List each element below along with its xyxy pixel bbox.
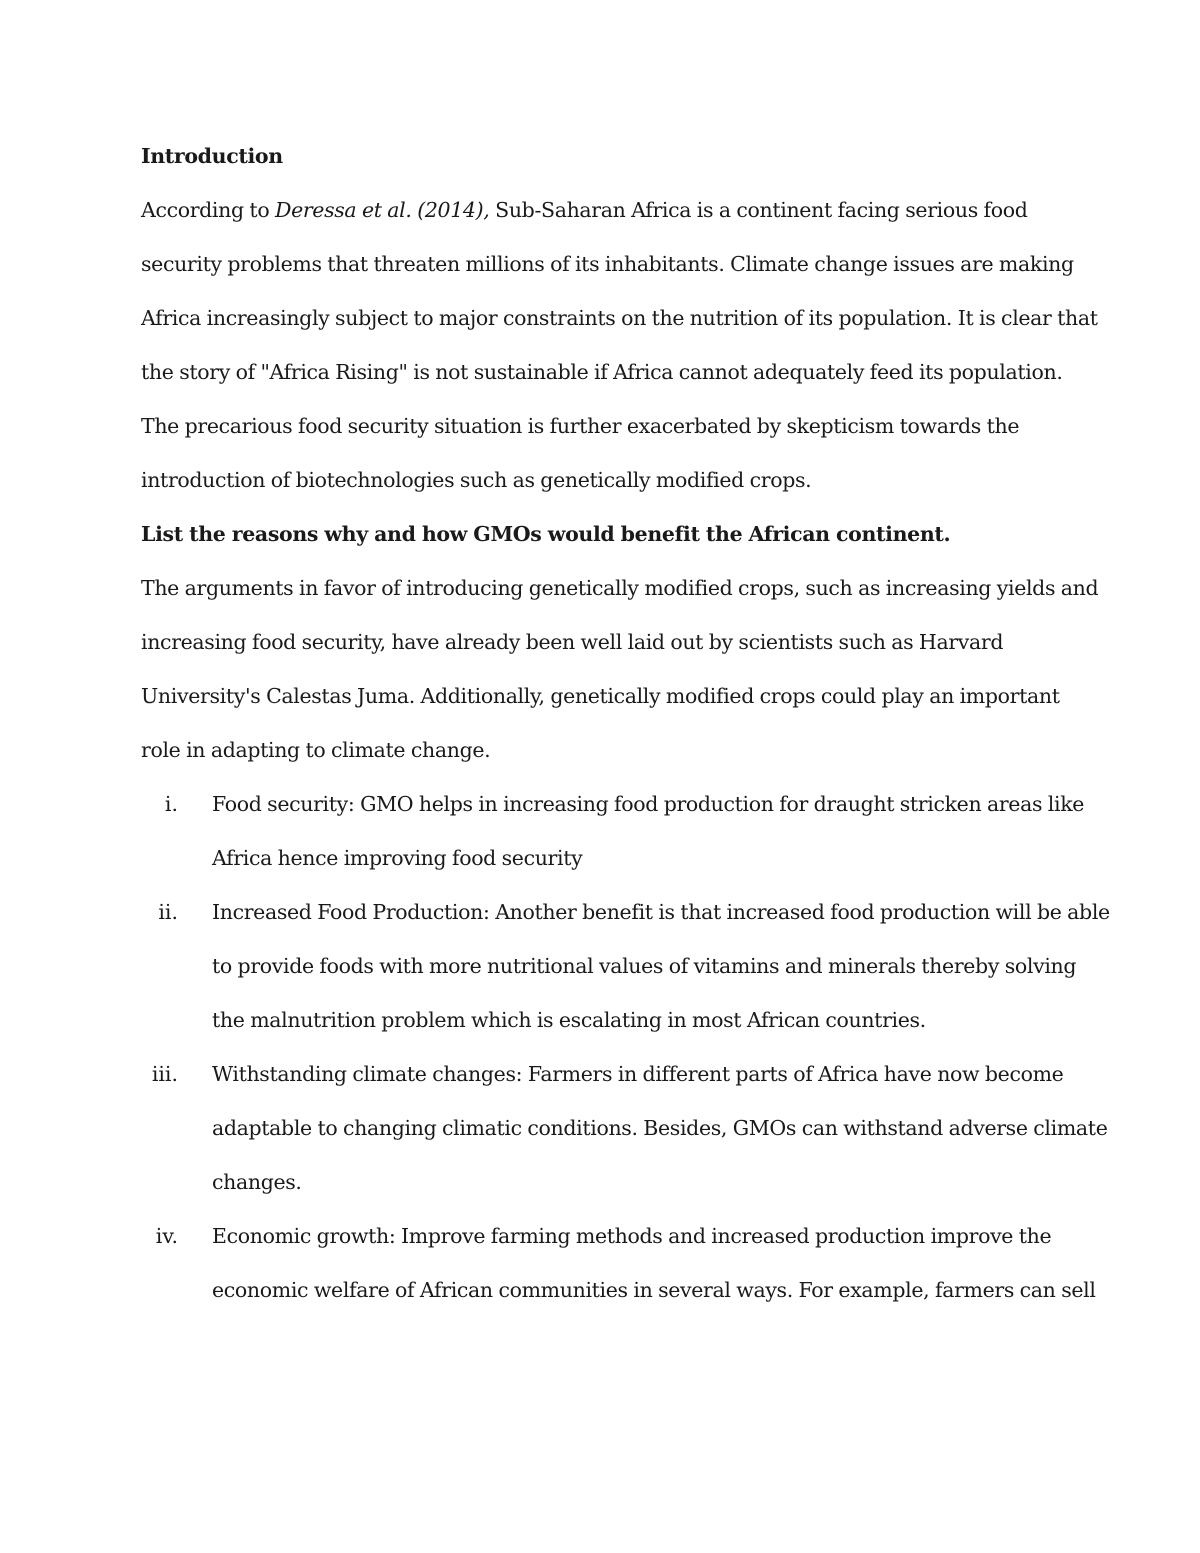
list-item-economic-growth	[141, 1209, 1096, 1317]
intro-paragraph-line: security problems that threaten millions of its inhabitants. Climate change issues are making	[141, 252, 1074, 276]
section-heading: List the reasons why and how GMOs would benefit the African continent.	[141, 522, 951, 546]
list-item-line: changes.	[212, 1170, 302, 1194]
section-paragraph-line: The arguments in favor of introducing genetically modified crops, such as increasing yields and	[141, 576, 1099, 600]
intro-line-suffix: Sub-Saharan Africa is a continent facing serious food	[489, 198, 1028, 222]
list-item-line: Withstanding climate changes: Farmers in different parts of Africa have now become	[212, 1062, 1064, 1086]
list-numeral: i.	[164, 792, 178, 816]
introduction-heading: Introduction	[141, 144, 283, 168]
list-numeral: ii.	[158, 900, 178, 924]
intro-paragraph-line: the story of "Africa Rising" is not sustainable if Africa cannot adequately feed its population.	[141, 360, 1063, 384]
intro-paragraph-line: The precarious food security situation is further exacerbated by skepticism towards the	[141, 414, 1020, 438]
list-item-line: Economic growth: Improve farming methods and increased production improve the	[212, 1224, 1052, 1248]
list-item-withstanding-climate	[141, 1047, 1108, 1209]
section-paragraph-line: increasing food security, have already been well laid out by scientists such as Harvard	[141, 630, 1004, 654]
list-numeral: iv.	[155, 1224, 178, 1248]
document-page	[141, 129, 1110, 1317]
list-item-increased-food-production	[141, 885, 1110, 1047]
list-item-line: Food security: GMO helps in increasing food production for draught stricken areas like	[212, 792, 1085, 816]
list-item-line: Africa hence improving food security	[212, 846, 583, 870]
list-item-food-security	[141, 777, 1085, 885]
intro-paragraph-line: introduction of biotechnologies such as genetically modified crops.	[141, 468, 812, 492]
section-paragraph-line: role in adapting to climate change.	[141, 738, 491, 762]
citation: Deressa et al. (2014),	[274, 198, 490, 222]
list-item-line: the malnutrition problem which is escalating in most African countries.	[212, 1008, 926, 1032]
intro-line-prefix: According to	[141, 198, 275, 222]
section-paragraph-line: University's Calestas Juma. Additionally, genetically modified crops could play an important	[141, 684, 1060, 708]
list-item-line: economic welfare of African communities in several ways. For example, farmers can sell	[212, 1278, 1096, 1302]
intro-paragraph-line: Africa increasingly subject to major constraints on the nutrition of its population. It is clear that	[141, 306, 1098, 330]
intro-paragraph-line	[141, 183, 1061, 237]
list-item-line: to provide foods with more nutritional values of vitamins and minerals thereby solving	[212, 954, 1077, 978]
list-item-line: Increased Food Production: Another benefit is that increased food production will be able	[212, 900, 1110, 924]
list-numeral: iii.	[151, 1062, 178, 1086]
list-item-line: adaptable to changing climatic conditions. Besides, GMOs can withstand adverse climate	[212, 1116, 1108, 1140]
